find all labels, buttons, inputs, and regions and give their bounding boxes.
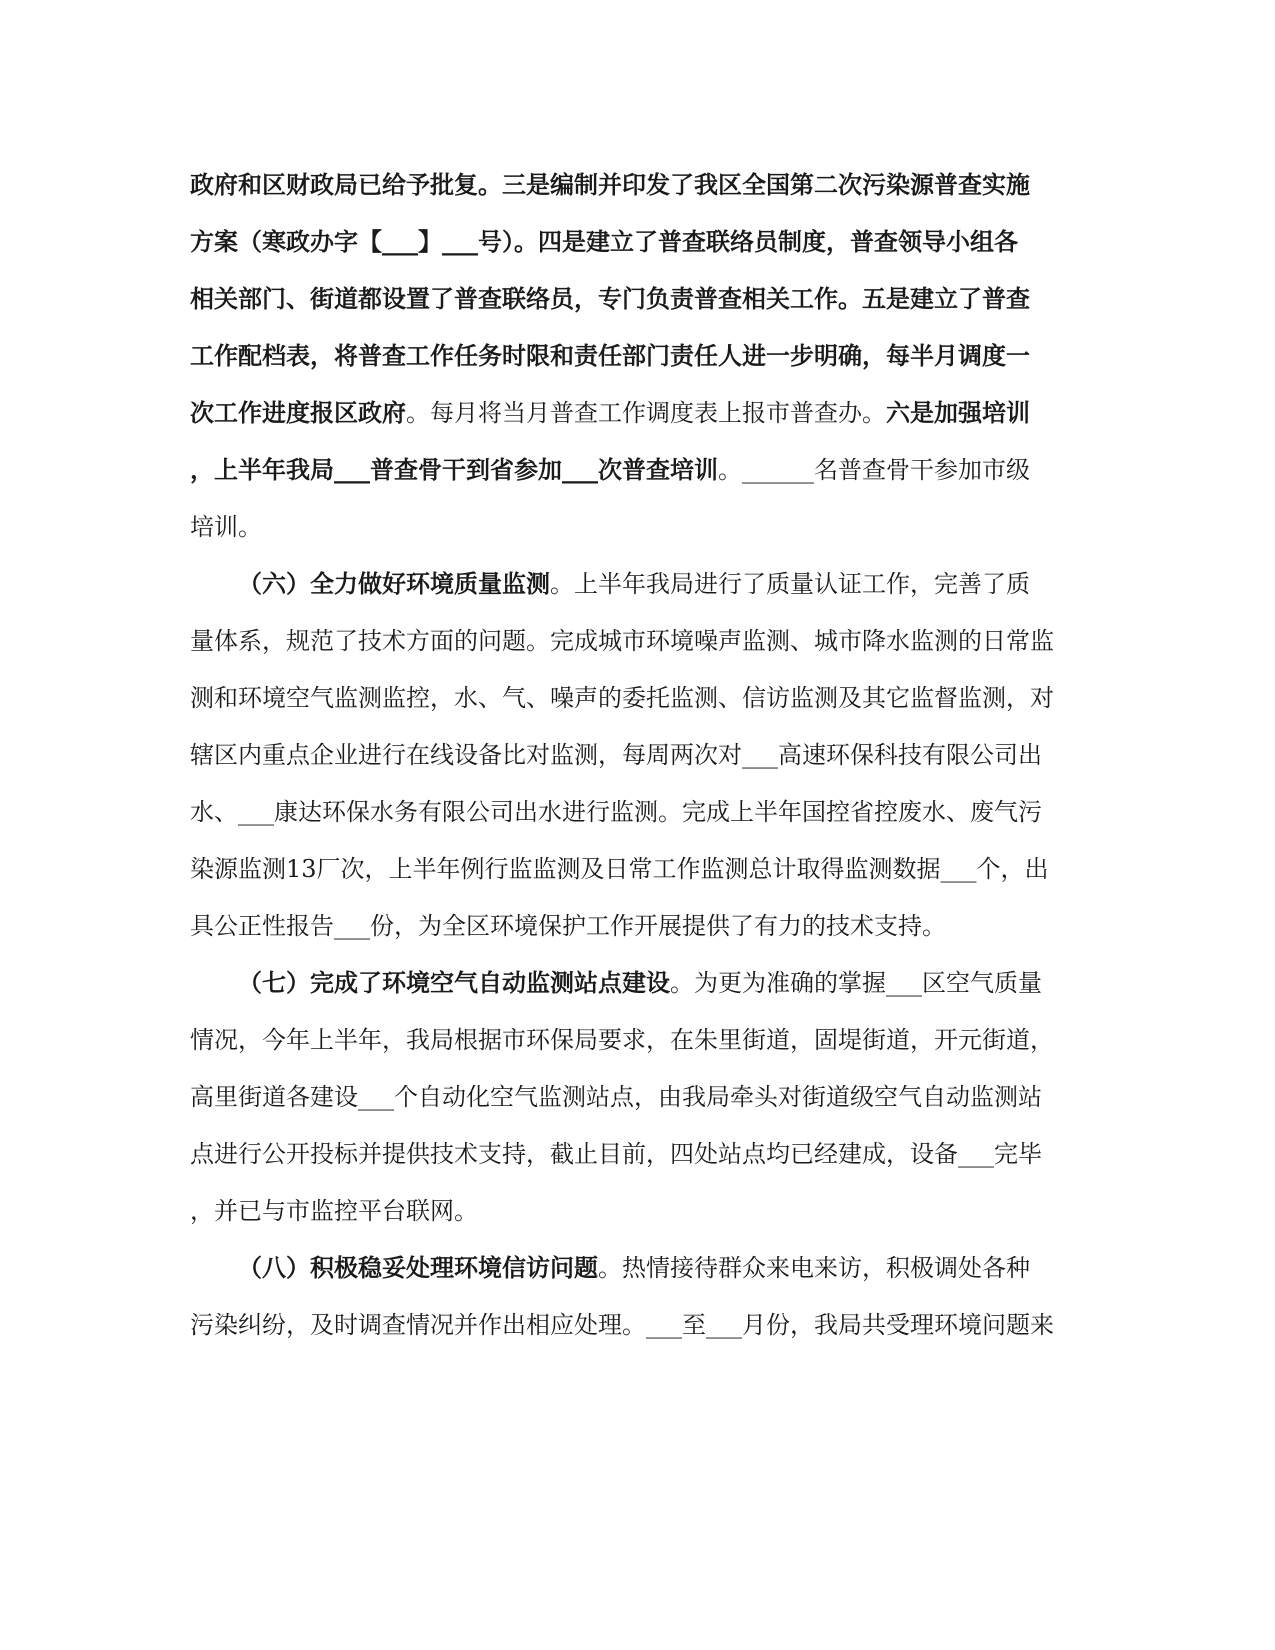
text-line: 点进行公开投标并提供技术支持，截止目前，四处站点均已经建成，设备___完毕 — [190, 1140, 1042, 1168]
normal-text: 。每月将当月普查工作调度表上报市普查办。 — [406, 399, 886, 427]
text-line — [190, 455, 1030, 485]
normal-text: 。上半年我局进行了质量认证工作，完善了质 — [550, 570, 1030, 598]
section-heading: （八）积极稳妥处理环境信访问题 — [238, 1253, 598, 1282]
bold-text: 六是加强培训 — [886, 398, 1030, 427]
text-line: 工作配档表，将普查工作任务时限和责任部门责任人进一步明确，每半月调度一 — [190, 341, 1030, 370]
text-line: 量体系，规范了技术方面的问题。完成城市环境噪声监测、城市降水监测的日常监 — [190, 627, 1054, 655]
bold-text: ，上半年我局___普查骨干到省参加___次普查培训 — [190, 455, 718, 484]
text-line: 政府和区财政局已给予批复。三是编制并印发了我区全国第二次污染源普查实施 — [190, 170, 1030, 199]
text-line — [190, 398, 1030, 428]
section-heading: （六）全力做好环境质量监测 — [238, 569, 550, 598]
paragraph-first-line — [238, 569, 1030, 599]
text-line: 污染纠纷，及时调查情况并作出相应处理。___至___月份，我局共受理环境问题来 — [190, 1311, 1054, 1339]
text-line: 测和环境空气监测监控，水、气、噪声的委托监测、信访监测及其它监督监测，对 — [190, 684, 1054, 712]
paragraph-first-line — [238, 1253, 1030, 1283]
normal-text: 。______名普查骨干参加市级 — [718, 456, 1030, 484]
text-line: 水、___康达环保水务有限公司出水进行监测。完成上半年国控省控废水、废气污 — [190, 798, 1042, 826]
section-heading: （七）完成了环境空气自动监测站点建设 — [238, 968, 670, 997]
text-line: 情况，今年上半年，我局根据市环保局要求，在朱里街道，固堤街道，开元街道， — [190, 1026, 1054, 1054]
normal-text: 。热情接待群众来电来访，积极调处各种 — [598, 1254, 1030, 1282]
text-line: 染源监测13厂次，上半年例行监监测及日常工作监测总计取得监测数据___个，出 — [190, 855, 1049, 883]
text-line: 具公正性报告___份，为全区环境保护工作开展提供了有力的技术支持。 — [190, 912, 946, 940]
text-line: 方案（寒政办字【___】___号）。四是建立了普查联络员制度，普查领导小组各 — [190, 227, 1018, 256]
text-line: ，并已与市监控平台联网。 — [190, 1197, 478, 1225]
text-line: 相关部门、街道都设置了普查联络员，专门负责普查相关工作。五是建立了普查 — [190, 284, 1030, 313]
text-line: 辖区内重点企业进行在线设备比对监测，每周两次对___高速环保科技有限公司出 — [190, 741, 1042, 769]
paragraph-first-line — [238, 968, 1042, 998]
text-line: 培训。 — [190, 513, 262, 541]
normal-text: 。为更为准确的掌握___区空气质量 — [670, 969, 1042, 997]
text-line: 高里街道各建设___个自动化空气监测站点，由我局牵头对街道级空气自动监测站 — [190, 1083, 1042, 1111]
bold-text: 次工作进度报区政府 — [190, 398, 406, 427]
